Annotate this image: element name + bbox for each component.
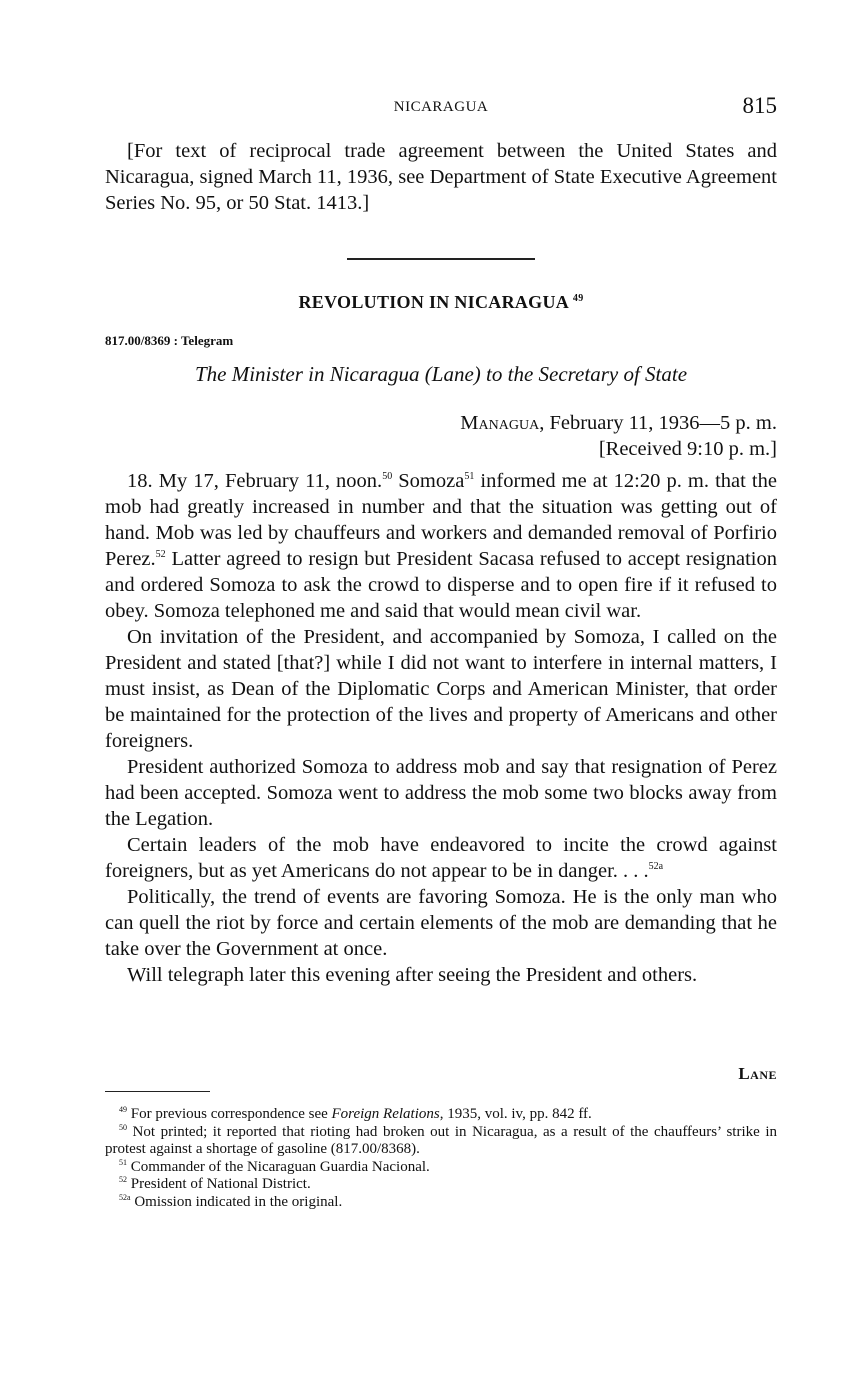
footnote-ref-49: 49 <box>572 293 584 304</box>
footnote-mark: 52 <box>119 1175 127 1184</box>
page-number: 815 <box>742 93 777 118</box>
footnote-mark: 50 <box>119 1122 127 1132</box>
footnote-text: For previous correspondence see <box>127 1106 332 1122</box>
paragraph-5: Politically, the trend of events are favoring Somoza. He is the only man who can quell the riot by force and certain elements of the mob are demanding that he take over the Government at once. <box>105 886 777 960</box>
running-title: NICARAGUA <box>393 99 489 115</box>
footnote-italic-title: Foreign Relations <box>331 1106 440 1122</box>
footnote-ref-51: 51 <box>464 471 475 483</box>
paragraph-1-part-d: Latter agreed to resign but President Sacasa refused to accept resignation and ordered Somoza to ask the crowd to disperse and to open fire if it refused to obey. Somoza telephoned me and said that would mean civil war. <box>105 548 777 622</box>
footnote-50 <box>105 1124 777 1159</box>
dateline <box>460 410 777 462</box>
footnote-text: Omission indicated in the original. <box>130 1193 343 1210</box>
footnote-mark: 52a <box>119 1192 131 1202</box>
section-heading <box>105 292 777 313</box>
file-reference: 817.00/8369 : Telegram <box>105 333 234 348</box>
dateline-date: , February 11, 1936—5 p. m. <box>539 412 777 434</box>
running-head <box>105 93 777 123</box>
document-title: The Minister in Nicaragua (Lane) to the Secretary of State <box>194 362 688 386</box>
paragraph-1 <box>105 468 777 624</box>
footnote-text: Not printed; it reported that rioting had broken out in Nicaragua, as a result of the chauffeurs’ strike in protest against a shortage of gasoline (817.00/8368). <box>105 1123 777 1157</box>
signature: Lane <box>738 1064 777 1083</box>
footnote-ref-50: 50 <box>382 471 393 483</box>
telegram-body <box>105 468 777 988</box>
footnote-51 <box>105 1159 777 1177</box>
paragraph-6: Will telegraph later this evening after seeing the President and others. <box>127 964 698 986</box>
footnotes <box>105 1106 777 1211</box>
footnote-mark: 49 <box>119 1105 127 1114</box>
dateline-sent <box>460 410 777 436</box>
document-page <box>105 0 777 1380</box>
footnote-text: Commander of the Nicaraguan Guardia Nacional. <box>127 1158 430 1175</box>
footnote-ref-52a: 52a <box>648 861 664 873</box>
footnote-text-tail: , 1935, vol. iv, pp. 842 ff. <box>439 1106 592 1122</box>
section-divider <box>347 258 535 260</box>
paragraph-1-part-a: 18. My 17, February 11, noon. <box>127 470 383 492</box>
footnote-52a <box>105 1194 777 1212</box>
intro-paragraph: [For text of reciprocal trade agreement between the United States and Nicaragua, signed March 11, 1936, see Department of State Executive Agreement Series No. 95, or 50 Stat. 1413.] <box>105 140 777 214</box>
footnote-divider <box>105 1091 210 1092</box>
footnote-52 <box>105 1176 777 1194</box>
paragraph-1-part-c: informed me at 12:20 p. m. that the mob had greatly increased in number and that the situation was getting out of hand. Mob was led by chauffeurs and workers and demanded removal of Porfirio Perez. <box>105 470 777 570</box>
paragraph-4 <box>105 832 777 884</box>
dateline-place: Managua <box>460 412 540 434</box>
footnote-text: President of National District. <box>127 1176 311 1192</box>
paragraph-1-part-b: Somoza <box>392 470 465 492</box>
paragraph-4-text: Certain leaders of the mob have endeavored to incite the crowd against foreigners, but as yet Americans do not appear to be in danger. . . . <box>105 834 777 882</box>
dateline-received: [Received 9:10 p. m.] <box>598 438 777 460</box>
paragraph-3: President authorized Somoza to address mob and say that resignation of Perez had been accepted. Somoza went to address the mob some two blocks away from the Legation. <box>105 756 777 830</box>
footnote-49 <box>105 1106 777 1124</box>
paragraph-2: On invitation of the President, and accompanied by Somoza, I called on the President and stated [that?] while I did not want to interfere in internal matters, I must insist, as Dean of the Diplomatic Corps and American Minister, that order be maintained for the protection of the lives and property of Americans and other foreigners. <box>105 626 777 752</box>
section-heading-text: REVOLUTION IN NICARAGUA <box>298 292 569 312</box>
footnote-ref-52: 52 <box>155 549 166 561</box>
footnote-mark: 51 <box>119 1157 127 1167</box>
